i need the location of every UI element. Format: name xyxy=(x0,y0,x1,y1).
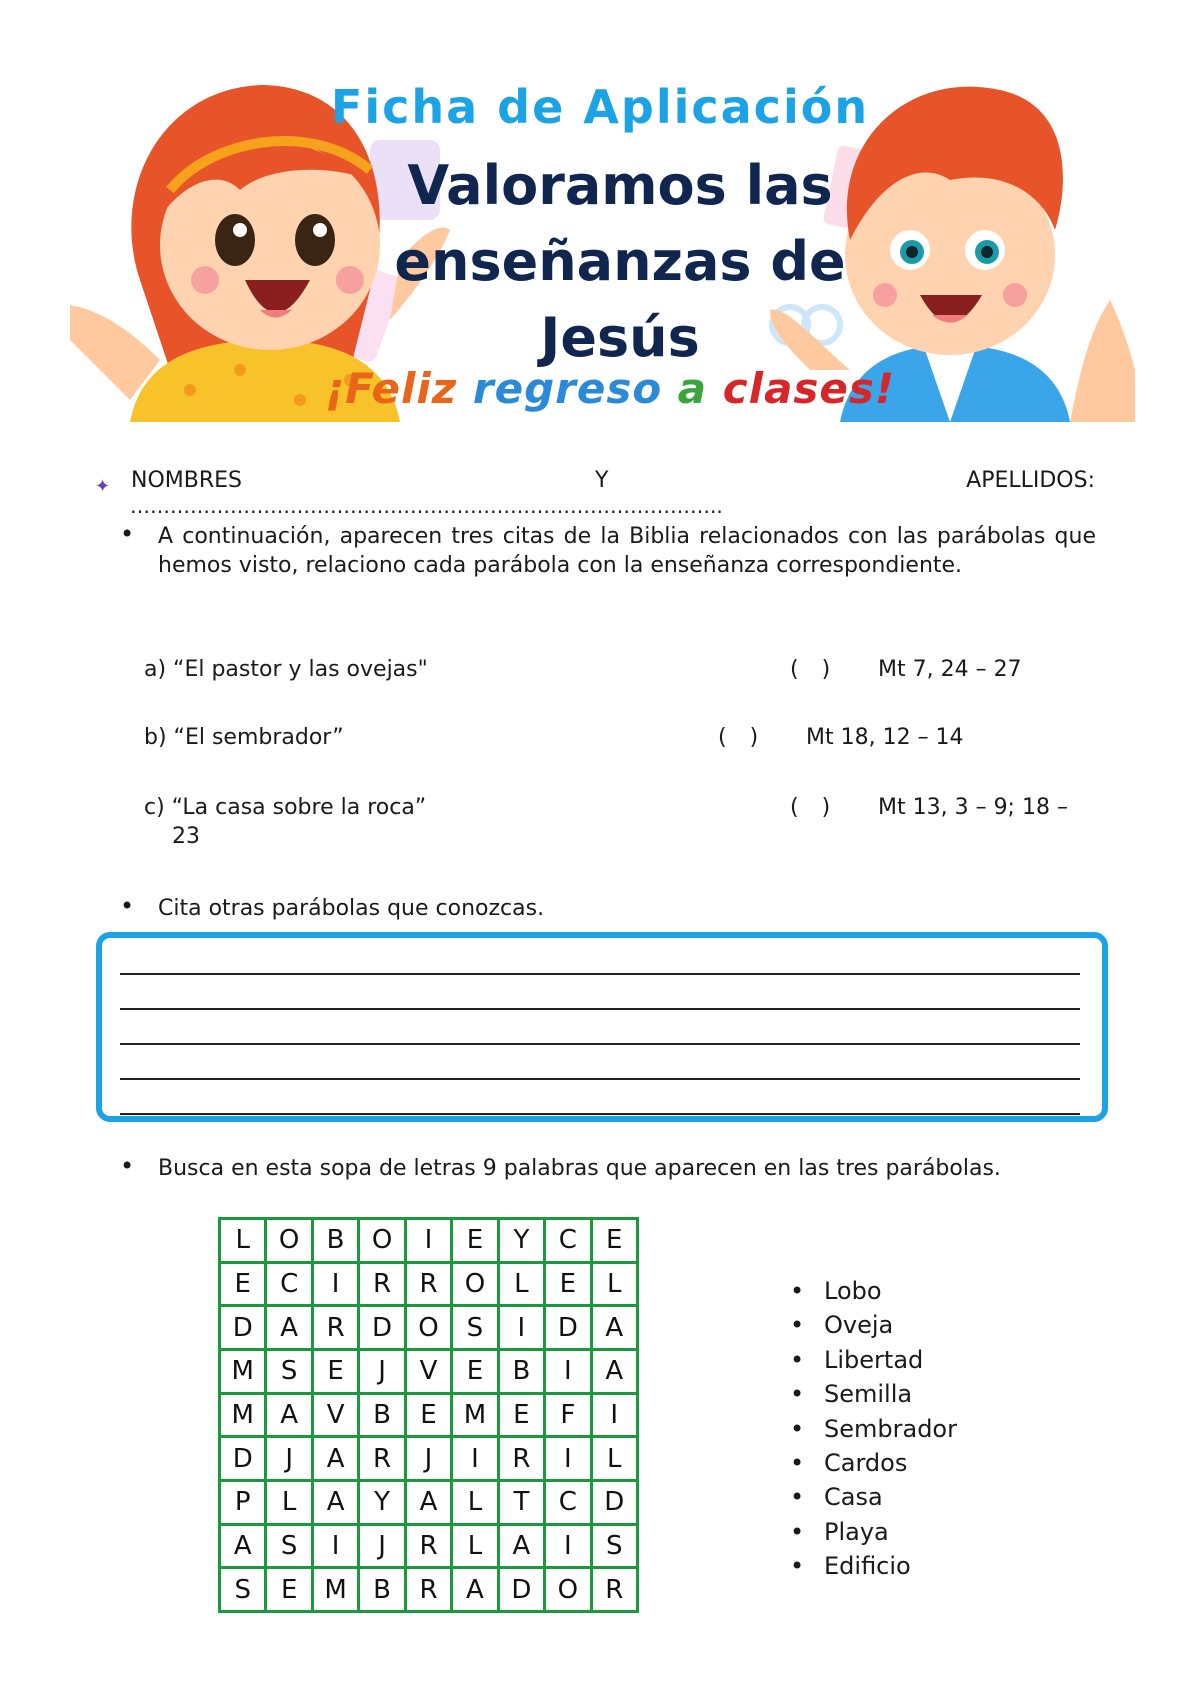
parable-item-b: b) “El sembrador” xyxy=(144,725,344,750)
word-search-cell[interactable]: A xyxy=(221,1526,264,1567)
word-search-cell[interactable]: R xyxy=(407,1569,450,1610)
word-search-cell[interactable]: S xyxy=(593,1526,636,1567)
word-search-cell[interactable]: F xyxy=(546,1395,589,1436)
word-search-cell[interactable]: M xyxy=(221,1351,264,1392)
word-list-item: • Lobo xyxy=(790,1274,957,1308)
word-search-cell[interactable]: C xyxy=(546,1220,589,1261)
word-search-cell[interactable]: B xyxy=(314,1220,357,1261)
word-search-cell[interactable]: A xyxy=(407,1482,450,1523)
word-search-cell[interactable]: I xyxy=(453,1438,496,1479)
word-search-cell[interactable]: A xyxy=(500,1526,543,1567)
bible-citation-c: Mt 13, 3 – 9; 18 – xyxy=(878,795,1068,820)
answer-parentheses-c[interactable]: ( ) xyxy=(790,795,839,820)
word-search-cell[interactable]: I xyxy=(593,1395,636,1436)
word-list xyxy=(790,1274,957,1584)
word-search-cell[interactable]: B xyxy=(500,1351,543,1392)
word-search-cell[interactable]: S xyxy=(453,1307,496,1348)
slogan-part: ¡Feliz xyxy=(324,364,458,413)
names-label: NOMBRES xyxy=(131,468,242,493)
slogan-part: a xyxy=(662,364,708,413)
word-search-cell[interactable]: V xyxy=(314,1395,357,1436)
word-search-cell[interactable]: I xyxy=(407,1220,450,1261)
word-search-cell[interactable]: S xyxy=(267,1351,310,1392)
slogan-banner xyxy=(300,364,920,413)
instruction-match-quotes: A continuación, aparecen tres citas de la Biblia relacionados con las parábolas que hemos visto, relaciono cada parábola con la enseñanza correspondiente. xyxy=(158,524,1096,578)
word-search-cell[interactable]: E xyxy=(314,1351,357,1392)
word-search-cell[interactable]: Y xyxy=(500,1220,543,1261)
names-fill-line[interactable]: …………………………………………………………………………….. xyxy=(130,494,723,518)
worksheet-title: Ficha de Aplicación xyxy=(330,80,870,134)
arrow-bullet-icon: ✦ xyxy=(95,476,111,497)
word-search-cell[interactable]: J xyxy=(360,1526,403,1567)
word-search-cell[interactable]: J xyxy=(360,1351,403,1392)
word-search-cell[interactable]: R xyxy=(500,1438,543,1479)
word-search-cell[interactable]: I xyxy=(546,1526,589,1567)
word-search-cell[interactable]: S xyxy=(267,1526,310,1567)
word-search-cell[interactable]: A xyxy=(453,1569,496,1610)
word-search-cell[interactable]: I xyxy=(500,1307,543,1348)
word-list-item: • Playa xyxy=(790,1515,957,1549)
bible-citation-a: Mt 7, 24 – 27 xyxy=(878,657,1022,682)
word-search-cell[interactable]: A xyxy=(314,1482,357,1523)
word-search-cell[interactable]: L xyxy=(267,1482,310,1523)
word-list-item: • Casa xyxy=(790,1480,957,1514)
word-search-cell[interactable]: R xyxy=(407,1526,450,1567)
word-search-cell[interactable]: L xyxy=(593,1438,636,1479)
word-search-cell[interactable]: O xyxy=(546,1569,589,1610)
word-search-cell[interactable]: M xyxy=(314,1569,357,1610)
word-search-cell[interactable]: A xyxy=(267,1395,310,1436)
word-search-cell[interactable]: D xyxy=(593,1482,636,1523)
word-search-cell[interactable]: I xyxy=(546,1351,589,1392)
word-search-cell[interactable]: J xyxy=(407,1438,450,1479)
word-search-cell[interactable]: A xyxy=(593,1351,636,1392)
word-search-cell[interactable]: Y xyxy=(360,1482,403,1523)
word-search-cell[interactable]: M xyxy=(221,1395,264,1436)
word-search-cell[interactable]: D xyxy=(221,1307,264,1348)
word-search-cell[interactable]: E xyxy=(267,1569,310,1610)
answer-line[interactable] xyxy=(120,1043,1080,1045)
word-search-cell[interactable]: O xyxy=(360,1220,403,1261)
answer-line[interactable] xyxy=(120,1008,1080,1010)
answer-line[interactable] xyxy=(120,1113,1080,1115)
subtitle-line: Jesús xyxy=(540,306,700,369)
word-search-cell[interactable]: A xyxy=(267,1307,310,1348)
answer-line[interactable] xyxy=(120,973,1080,975)
word-search-cell[interactable]: R xyxy=(407,1264,450,1305)
slogan-part: regreso xyxy=(457,364,663,413)
worksheet-subtitle xyxy=(360,148,880,376)
answer-box[interactable] xyxy=(96,932,1108,1122)
word-search-cell[interactable]: R xyxy=(314,1307,357,1348)
word-search-cell[interactable]: I xyxy=(546,1438,589,1479)
word-search-cell[interactable]: E xyxy=(546,1264,589,1305)
word-list-item: • Sembrador xyxy=(790,1412,957,1446)
bible-citation-b: Mt 18, 12 – 14 xyxy=(806,725,964,750)
answer-parentheses-a[interactable]: ( ) xyxy=(790,657,839,682)
word-search-cell[interactable]: D xyxy=(360,1307,403,1348)
word-search-cell[interactable]: R xyxy=(360,1438,403,1479)
word-search-cell[interactable]: D xyxy=(500,1569,543,1610)
word-search-cell[interactable]: A xyxy=(593,1307,636,1348)
word-search-cell[interactable]: R xyxy=(360,1264,403,1305)
word-search-cell[interactable]: L xyxy=(453,1482,496,1523)
word-search-cell[interactable]: M xyxy=(453,1395,496,1436)
word-search-cell[interactable]: B xyxy=(360,1395,403,1436)
parable-item-a: a) “El pastor y las ovejas" xyxy=(144,657,428,682)
names-connector: Y xyxy=(595,468,609,493)
surnames-label: APELLIDOS: xyxy=(966,468,1095,493)
word-search-cell[interactable]: P xyxy=(221,1482,264,1523)
word-search-cell[interactable]: L xyxy=(500,1264,543,1305)
subtitle-line: Valoramos las xyxy=(407,154,833,217)
parable-item-c: c) “La casa sobre la roca” xyxy=(144,795,427,820)
word-search-cell[interactable]: D xyxy=(221,1438,264,1479)
slogan-part: clases! xyxy=(707,364,896,413)
word-search-cell[interactable]: E xyxy=(453,1351,496,1392)
word-search-cell[interactable]: C xyxy=(546,1482,589,1523)
instruction-other-parables: Cita otras parábolas que conozcas. xyxy=(158,896,545,921)
bullet-icon: • xyxy=(120,1152,135,1180)
word-search-cell[interactable]: J xyxy=(267,1438,310,1479)
word-search-cell[interactable]: B xyxy=(360,1569,403,1610)
word-search-cell[interactable]: E xyxy=(221,1264,264,1305)
word-search-cell[interactable]: O xyxy=(267,1220,310,1261)
word-search-cell[interactable]: O xyxy=(453,1264,496,1305)
word-search-cell[interactable]: L xyxy=(453,1526,496,1567)
word-search-cell[interactable]: D xyxy=(546,1307,589,1348)
word-list-item: • Oveja xyxy=(790,1308,957,1342)
bible-citation-c-continued: 23 xyxy=(172,824,200,849)
word-search-cell[interactable]: V xyxy=(407,1351,450,1392)
word-search-grid[interactable] xyxy=(218,1217,639,1613)
word-search-cell[interactable]: I xyxy=(314,1526,357,1567)
word-search-cell[interactable]: S xyxy=(221,1569,264,1610)
word-search-cell[interactable]: L xyxy=(593,1264,636,1305)
bullet-icon: • xyxy=(120,520,135,548)
word-list-item: • Semilla xyxy=(790,1377,957,1411)
word-search-cell[interactable]: E xyxy=(500,1395,543,1436)
word-search-cell[interactable]: R xyxy=(593,1569,636,1610)
word-search-cell[interactable]: T xyxy=(500,1482,543,1523)
word-list-item: • Cardos xyxy=(790,1446,957,1480)
answer-parentheses-b[interactable]: ( ) xyxy=(718,725,767,750)
word-list-item: • Edificio xyxy=(790,1549,957,1583)
subtitle-line: enseñanzas de xyxy=(394,230,846,293)
word-search-cell[interactable]: E xyxy=(593,1220,636,1261)
word-search-cell[interactable]: C xyxy=(267,1264,310,1305)
word-search-cell[interactable]: E xyxy=(453,1220,496,1261)
instruction-word-search: Busca en esta sopa de letras 9 palabras que aparecen en las tres parábolas. xyxy=(158,1156,1001,1181)
word-search-cell[interactable]: O xyxy=(407,1307,450,1348)
answer-line[interactable] xyxy=(120,1078,1080,1080)
word-search-cell[interactable]: A xyxy=(314,1438,357,1479)
bullet-icon: • xyxy=(120,892,135,920)
word-search-cell[interactable]: L xyxy=(221,1220,264,1261)
word-list-item: • Libertad xyxy=(790,1343,957,1377)
word-search-cell[interactable]: E xyxy=(407,1395,450,1436)
word-search-cell[interactable]: I xyxy=(314,1264,357,1305)
